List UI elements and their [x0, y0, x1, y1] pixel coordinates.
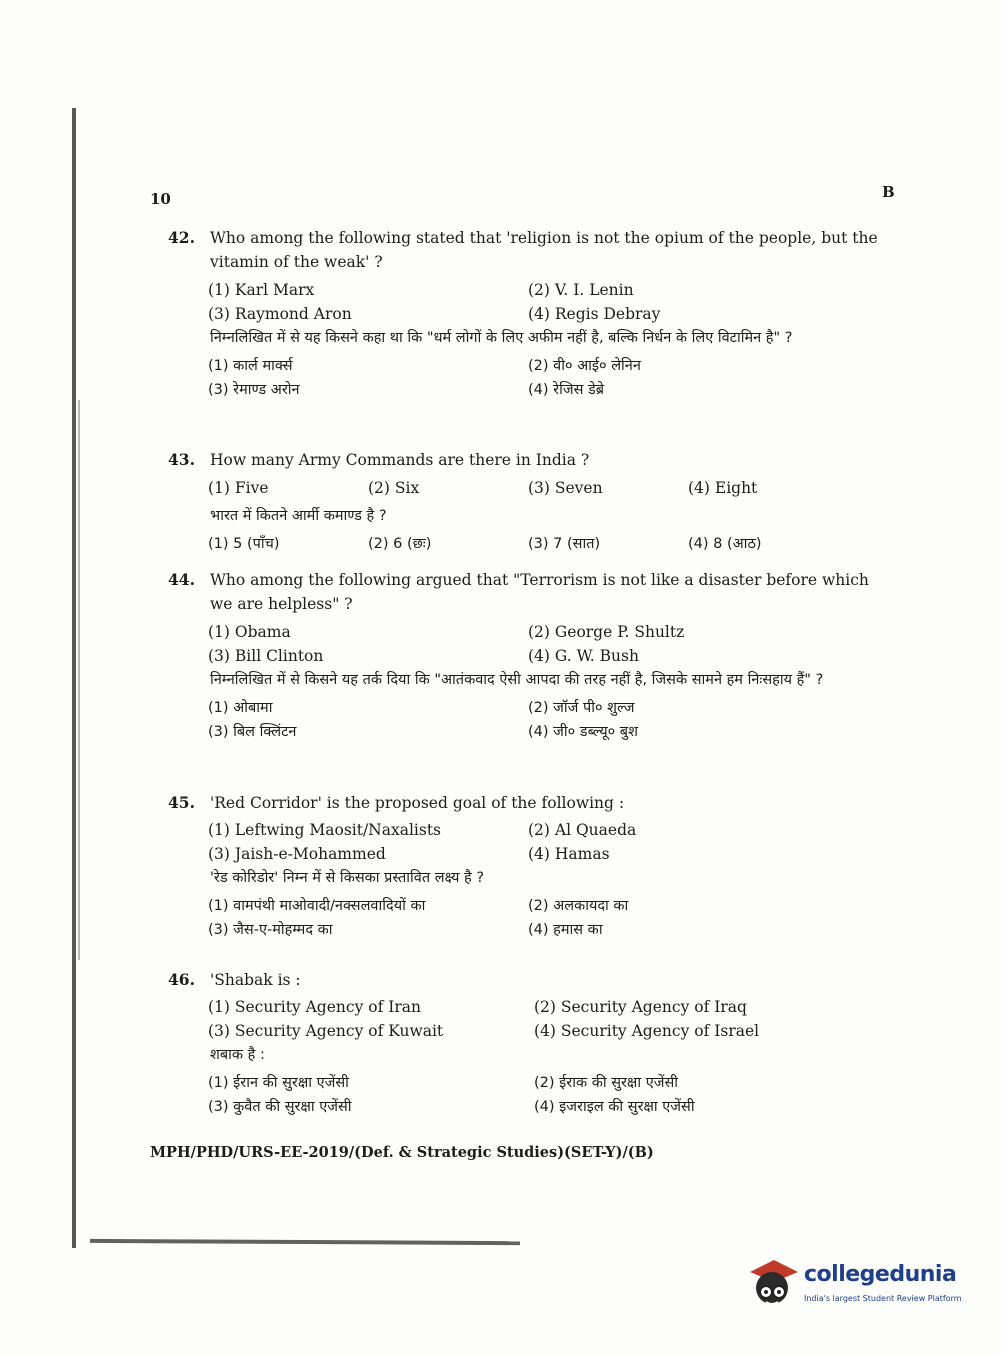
scan-border-bottom	[90, 1239, 520, 1245]
question-46	[168, 968, 892, 1119]
option-hi: (1) वामपंथी माओवादी/नक्सलवादियों का	[208, 898, 426, 914]
option-hi: (3) जैस-ए-मोहम्मद का	[208, 922, 333, 938]
question-number: 45.	[168, 793, 195, 812]
option-hi: (3) कुवैत की सुरक्षा एजेंसी	[208, 1099, 352, 1115]
question-number: 43.	[168, 450, 195, 469]
question-text-hi: 'रेड कोरिडोर' निम्न में से किसका प्रस्तावित लक्ष्य है ?	[210, 870, 485, 886]
question-number: 46.	[168, 970, 195, 989]
option: (3) Seven	[528, 479, 603, 497]
option-hi: (1) कार्ल मार्क्स	[208, 358, 293, 374]
option-hi: (1) ओबामा	[208, 700, 273, 716]
option: (4) Eight	[688, 479, 758, 497]
question-text-hi: निम्नलिखित में से यह किसने कहा था कि "धर्म लोगों के लिए अफीम नहीं है, बल्कि निर्धन के लिए विटामिन है" ?	[210, 330, 793, 346]
scan-border-left	[72, 108, 76, 1248]
option-hi: (4) इजराइल की सुरक्षा एजेंसी	[534, 1099, 695, 1115]
option: (3) Security Agency of Kuwait	[208, 1022, 444, 1040]
question-text-hi: शबाक है :	[210, 1047, 265, 1063]
option-hi: (1) ईरान की सुरक्षा एजेंसी	[208, 1075, 349, 1091]
option-hi: (3) रेमाण्ड अरोन	[208, 382, 300, 398]
option-hi: (2) ईराक की सुरक्षा एजेंसी	[534, 1075, 679, 1091]
question-text-en: 'Red Corridor' is the proposed goal of the following :	[210, 794, 625, 812]
option: (1) Five	[208, 479, 269, 497]
option: (2) Six	[368, 479, 420, 497]
option: (1) Obama	[208, 623, 291, 641]
option-hi: (2) अलकायदा का	[528, 898, 629, 914]
question-number: 42.	[168, 228, 195, 247]
option-hi: (3) बिल क्लिंटन	[208, 724, 297, 740]
option: (3) Bill Clinton	[208, 647, 324, 665]
option-hi: (3) 7 (सात)	[528, 536, 601, 552]
brand-name: collegedunia	[804, 1262, 957, 1287]
brand-tagline: India's largest Student Review Platform	[804, 1294, 962, 1303]
question-44	[168, 568, 892, 744]
question-45	[168, 791, 892, 942]
option: (4) G. W. Bush	[528, 647, 639, 665]
option: (2) Al Quaeda	[528, 821, 637, 839]
question-text-en: How many Army Commands are there in India ?	[210, 451, 590, 469]
page-number: 10	[150, 190, 171, 208]
option: (4) Hamas	[528, 845, 610, 863]
option: (4) Security Agency of Israel	[534, 1022, 760, 1040]
option-hi: (2) जॉर्ज पी० शुल्ज	[528, 700, 635, 716]
option: (2) George P. Shultz	[528, 623, 685, 641]
question-text-hi: निम्नलिखित में से किसने यह तर्क दिया कि "आतंकवाद ऐसी आपदा की तरह नहीं है, जिसके सामने हम निःसहाय हैं" ?	[210, 672, 824, 688]
option-hi: (4) हमास का	[528, 922, 603, 938]
option: (2) V. I. Lenin	[528, 281, 634, 299]
option: (1) Leftwing Maosit/Naxalists	[208, 821, 442, 839]
paper-code-footer: MPH/PHD/URS-EE-2019/(Def. & Strategic Studies)(SET-Y)/(B)	[150, 1144, 654, 1161]
option: (3) Raymond Aron	[208, 305, 352, 323]
set-code: B	[882, 183, 895, 201]
option-hi: (4) रेजिस डेब्रे	[528, 382, 605, 398]
option-hi: (2) 6 (छः)	[368, 536, 432, 552]
question-number: 44.	[168, 570, 195, 589]
collegedunia-watermark	[744, 1250, 974, 1320]
option: (2) Security Agency of Iraq	[534, 998, 747, 1016]
option-hi: (2) वी० आई० लेनिन	[528, 358, 641, 374]
question-text-en: Who among the following stated that 'religion is not the opium of the people, but the vitamin of the weak' ?	[210, 229, 878, 271]
mascot-icon	[744, 1250, 802, 1314]
question-text-hi: भारत में कितने आर्मी कमाण्ड है ?	[210, 508, 387, 524]
option-hi: (4) 8 (आठ)	[688, 536, 762, 552]
option: (4) Regis Debray	[528, 305, 661, 323]
question-43	[168, 448, 892, 556]
scan-border-left-inner	[78, 400, 80, 960]
question-text-en: 'Shabak is :	[210, 971, 301, 989]
option: (1) Security Agency of Iran	[208, 998, 422, 1016]
option: (1) Karl Marx	[208, 281, 315, 299]
option-hi: (4) जी० डब्ल्यू० बुश	[528, 724, 638, 740]
question-42	[168, 226, 892, 402]
option-hi: (1) 5 (पाँच)	[208, 536, 280, 552]
question-text-en: Who among the following argued that "Terrorism is not like a disaster before which we are helpless" ?	[210, 571, 869, 613]
option: (3) Jaish-e-Mohammed	[208, 845, 386, 863]
